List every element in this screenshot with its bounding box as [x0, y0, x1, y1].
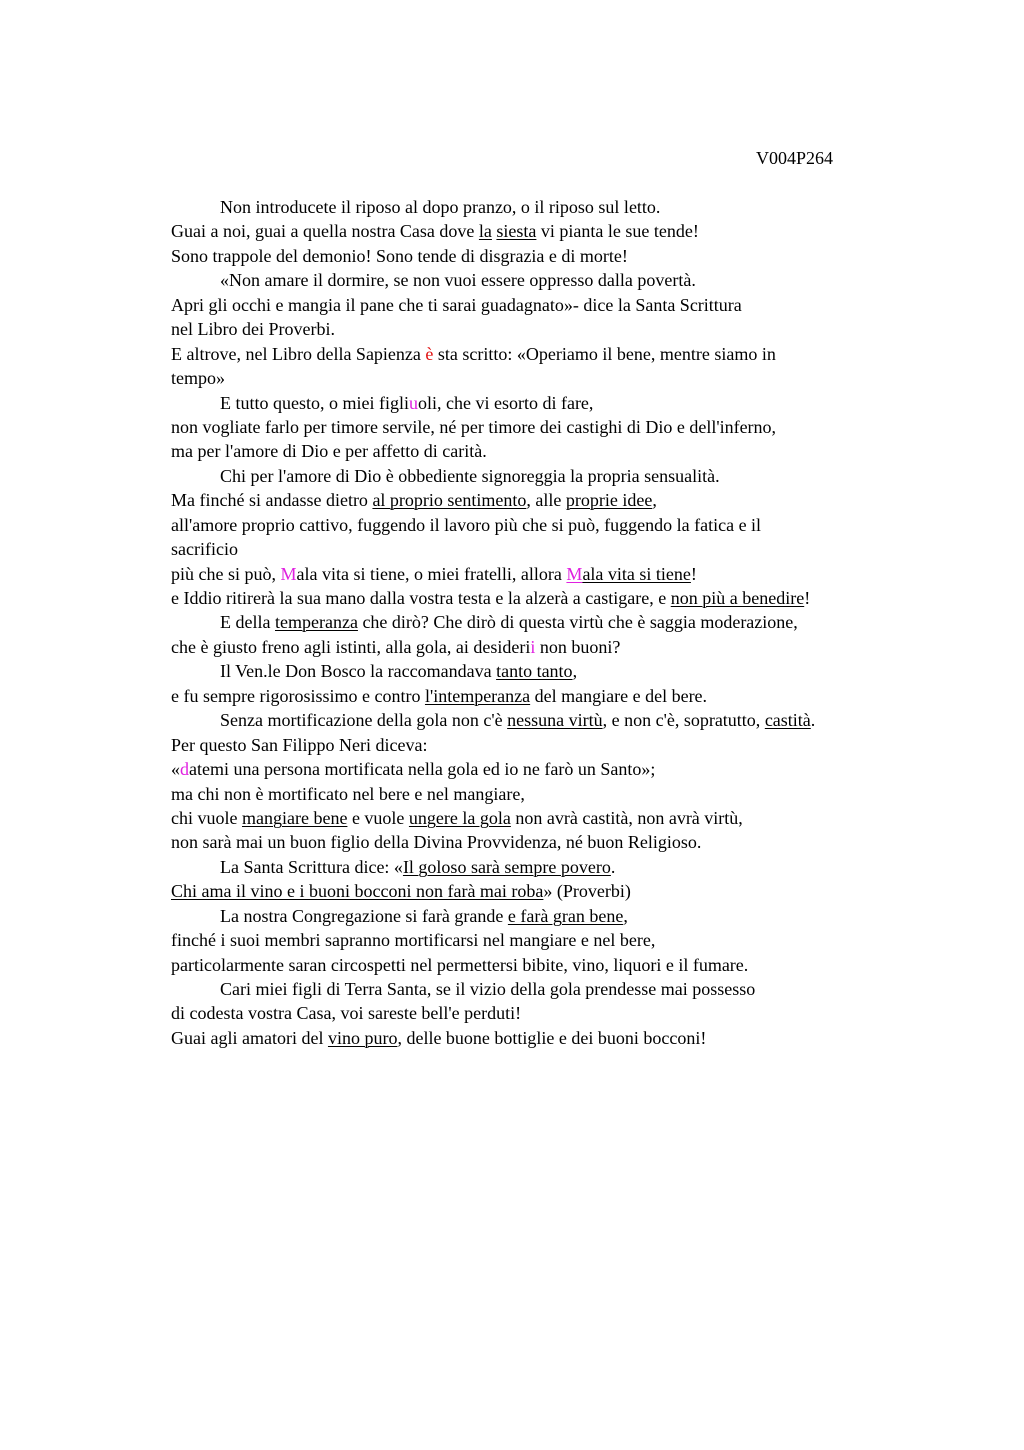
- text-run: tempo»: [171, 368, 225, 389]
- text-run: ma chi non è mortificato nel bere e nel mangiare,: [171, 783, 525, 804]
- text-line: [171, 855, 931, 879]
- text-run: » (Proverbi): [543, 881, 631, 902]
- underlined-text: vino puro: [327, 1027, 398, 1048]
- text-line: [171, 391, 931, 415]
- text-run: ,: [623, 905, 628, 926]
- text-run: Senza mortificazione della gola non c'è: [220, 710, 508, 731]
- text-line: [171, 733, 931, 757]
- text-line: [171, 1026, 931, 1050]
- text-line: [171, 1001, 931, 1025]
- text-run: nel Libro dei Proverbi.: [171, 319, 335, 340]
- text-run: Sono trappole del demonio! Sono tende di disgrazia e di morte!: [171, 245, 628, 266]
- text-run: all'amore proprio cattivo, fuggendo il lavoro più che si può, fuggendo la fatica e il: [171, 514, 762, 535]
- text-line: [171, 317, 931, 341]
- highlighted-text: M: [280, 563, 297, 584]
- underlined-text: non più a benedire: [670, 588, 805, 608]
- underlined-text: l'intemperanza: [424, 685, 531, 706]
- text-run: vi pianta le sue tende!: [536, 221, 699, 242]
- text-run: particolarmente saran circospetti nel permettersi bibite, vino, liquori e il fumare.: [171, 954, 749, 975]
- underlined-text: la: [478, 221, 492, 242]
- text-run: più che si può,: [171, 563, 281, 584]
- page-reference-code: V004P264: [756, 148, 834, 168]
- text-run: Per questo San Filippo Neri diceva:: [171, 734, 428, 755]
- text-run: «Non amare il dormire, se non vuoi essere oppresso dalla povertà.: [220, 270, 696, 291]
- text-line: [171, 586, 931, 610]
- text-run: che è giusto freno agli istinti, alla gola, ai desideri: [171, 636, 531, 657]
- text-run: e Iddio ritirerà la sua mano dalla vostra testa e la alzerà a castigare, e: [171, 588, 671, 608]
- text-run: .: [810, 710, 816, 731]
- text-run: E della: [220, 612, 275, 633]
- text-run: oli, che vi esorto di fare,: [417, 392, 594, 413]
- highlighted-text: è: [425, 343, 434, 364]
- text-run: ma per l'amore di Dio e per affetto di carità.: [171, 441, 487, 462]
- text-run: Il Ven.le Don Bosco la raccomandava: [220, 661, 497, 682]
- text-run: non vogliate farlo per timore servile, né per timore dei castighi di Dio e dell'inferno,: [171, 416, 777, 437]
- text-run: , alle: [526, 490, 566, 511]
- underlined-text: ungere la gola: [408, 807, 511, 828]
- text-line: [171, 782, 931, 806]
- text-run: finché i suoi membri sapranno mortificarsi nel mangiare e nel bere,: [171, 930, 656, 951]
- text-line: [171, 806, 931, 830]
- text-line: [171, 366, 931, 390]
- text-run: La Santa Scrittura dice: «: [220, 856, 403, 877]
- text-line: [171, 562, 931, 586]
- text-line: [171, 219, 931, 243]
- text-run: e vuole: [347, 807, 409, 828]
- text-run: , delle buone bottiglie e dei buoni bocconi!: [397, 1027, 707, 1048]
- text-line: [171, 439, 931, 463]
- text-run: .: [610, 856, 616, 877]
- text-run: E tutto questo, o miei figli: [220, 392, 409, 413]
- text-run: Cari miei figli di Terra Santa, se il vizio della gola prendesse mai possesso: [220, 979, 756, 999]
- text-run: del mangiare e del bere.: [530, 685, 708, 706]
- text-run: non avrà castità, non avrà virtù,: [510, 807, 743, 828]
- text-line: [171, 879, 931, 903]
- text-run: non buoni?: [535, 636, 621, 657]
- underlined-text: tanto tanto: [496, 661, 573, 682]
- text-run: di codesta vostra Casa, voi sareste bell'e perduti!: [171, 1003, 522, 1024]
- text-line: [171, 268, 931, 292]
- text-run: che dirò? Che dirò di questa virtù che è saggia moderazione,: [357, 612, 798, 633]
- text-run: !: [804, 588, 811, 608]
- text-line: [171, 342, 931, 366]
- text-run: Guai a noi, guai a quella nostra Casa dove: [171, 221, 479, 242]
- text-line: [171, 488, 931, 512]
- text-line: [171, 977, 931, 1001]
- text-line: [171, 293, 931, 317]
- text-line: [171, 684, 931, 708]
- text-run: atemi una persona mortificata nella gola ed io ne farò un Santo»;: [189, 759, 656, 780]
- underlined-text: mangiare bene: [241, 807, 348, 828]
- text-line: [171, 635, 931, 659]
- underlined-text: temperanza: [274, 612, 358, 633]
- text-run: Guai agli amatori del: [171, 1027, 328, 1048]
- highlighted-text: i: [530, 636, 536, 657]
- underlined-text: e farà gran bene: [507, 905, 624, 926]
- text-line: [171, 904, 931, 928]
- text-run: sacrificio: [171, 539, 238, 560]
- text-run: !: [690, 563, 697, 584]
- underlined-text: M: [566, 563, 583, 584]
- text-line: [171, 537, 931, 561]
- text-line: [171, 464, 931, 488]
- text-line: [171, 659, 931, 683]
- text-run: La nostra Congregazione si farà grande: [220, 905, 508, 926]
- underlined-text: nessuna virtù: [507, 710, 603, 731]
- underlined-text: siesta: [496, 221, 537, 242]
- document-body: [171, 195, 931, 1050]
- text-line: [171, 708, 931, 732]
- text-run: e fu sempre rigorosissimo e contro: [171, 685, 425, 706]
- text-run: Non introducete il riposo al dopo pranzo, o il riposo sul letto.: [220, 197, 661, 217]
- text-run: sta scritto: «Operiamo il bene, mentre siamo in: [433, 343, 776, 364]
- text-line: [171, 513, 931, 537]
- text-run: E altrove, nel Libro della Sapienza: [171, 343, 426, 364]
- text-run: , e non c'è, sopratutto,: [602, 710, 765, 731]
- text-run: non sarà mai un buon figlio della Divina Provvidenza, né buon Religioso.: [171, 832, 702, 853]
- text-run: ala vita si tiene, o miei fratelli, allora: [296, 563, 567, 584]
- text-run: Chi per l'amore di Dio è obbediente signoreggia la propria sensualità.: [220, 465, 720, 486]
- underlined-text: Chi ama il vino e i buoni bocconi non farà mai roba: [171, 881, 544, 902]
- text-line: [171, 244, 931, 268]
- text-line: [171, 610, 931, 634]
- underlined-text: Il goloso sarà sempre povero: [402, 856, 611, 877]
- text-line: [171, 953, 931, 977]
- text-line: [171, 928, 931, 952]
- text-run: chi vuole: [171, 807, 242, 828]
- text-run: ,: [652, 490, 657, 511]
- text-line: [171, 757, 931, 781]
- text-run: «: [171, 759, 180, 780]
- underlined-text: castità: [764, 710, 811, 731]
- underlined-text: ala vita si tiene: [582, 563, 691, 584]
- text-line: [171, 415, 931, 439]
- text-run: Apri gli occhi e mangia il pane che ti sarai guadagnato»- dice la Santa Scrittura: [171, 294, 742, 315]
- underlined-text: proprie idee: [565, 490, 653, 511]
- text-run: ,: [572, 661, 578, 682]
- highlighted-text: u: [408, 392, 418, 413]
- text-line: [171, 830, 931, 854]
- underlined-text: al proprio sentimento: [372, 490, 527, 511]
- text-run: Ma finché si andasse dietro: [171, 490, 373, 511]
- text-line: [171, 195, 931, 219]
- highlighted-text: d: [180, 759, 189, 780]
